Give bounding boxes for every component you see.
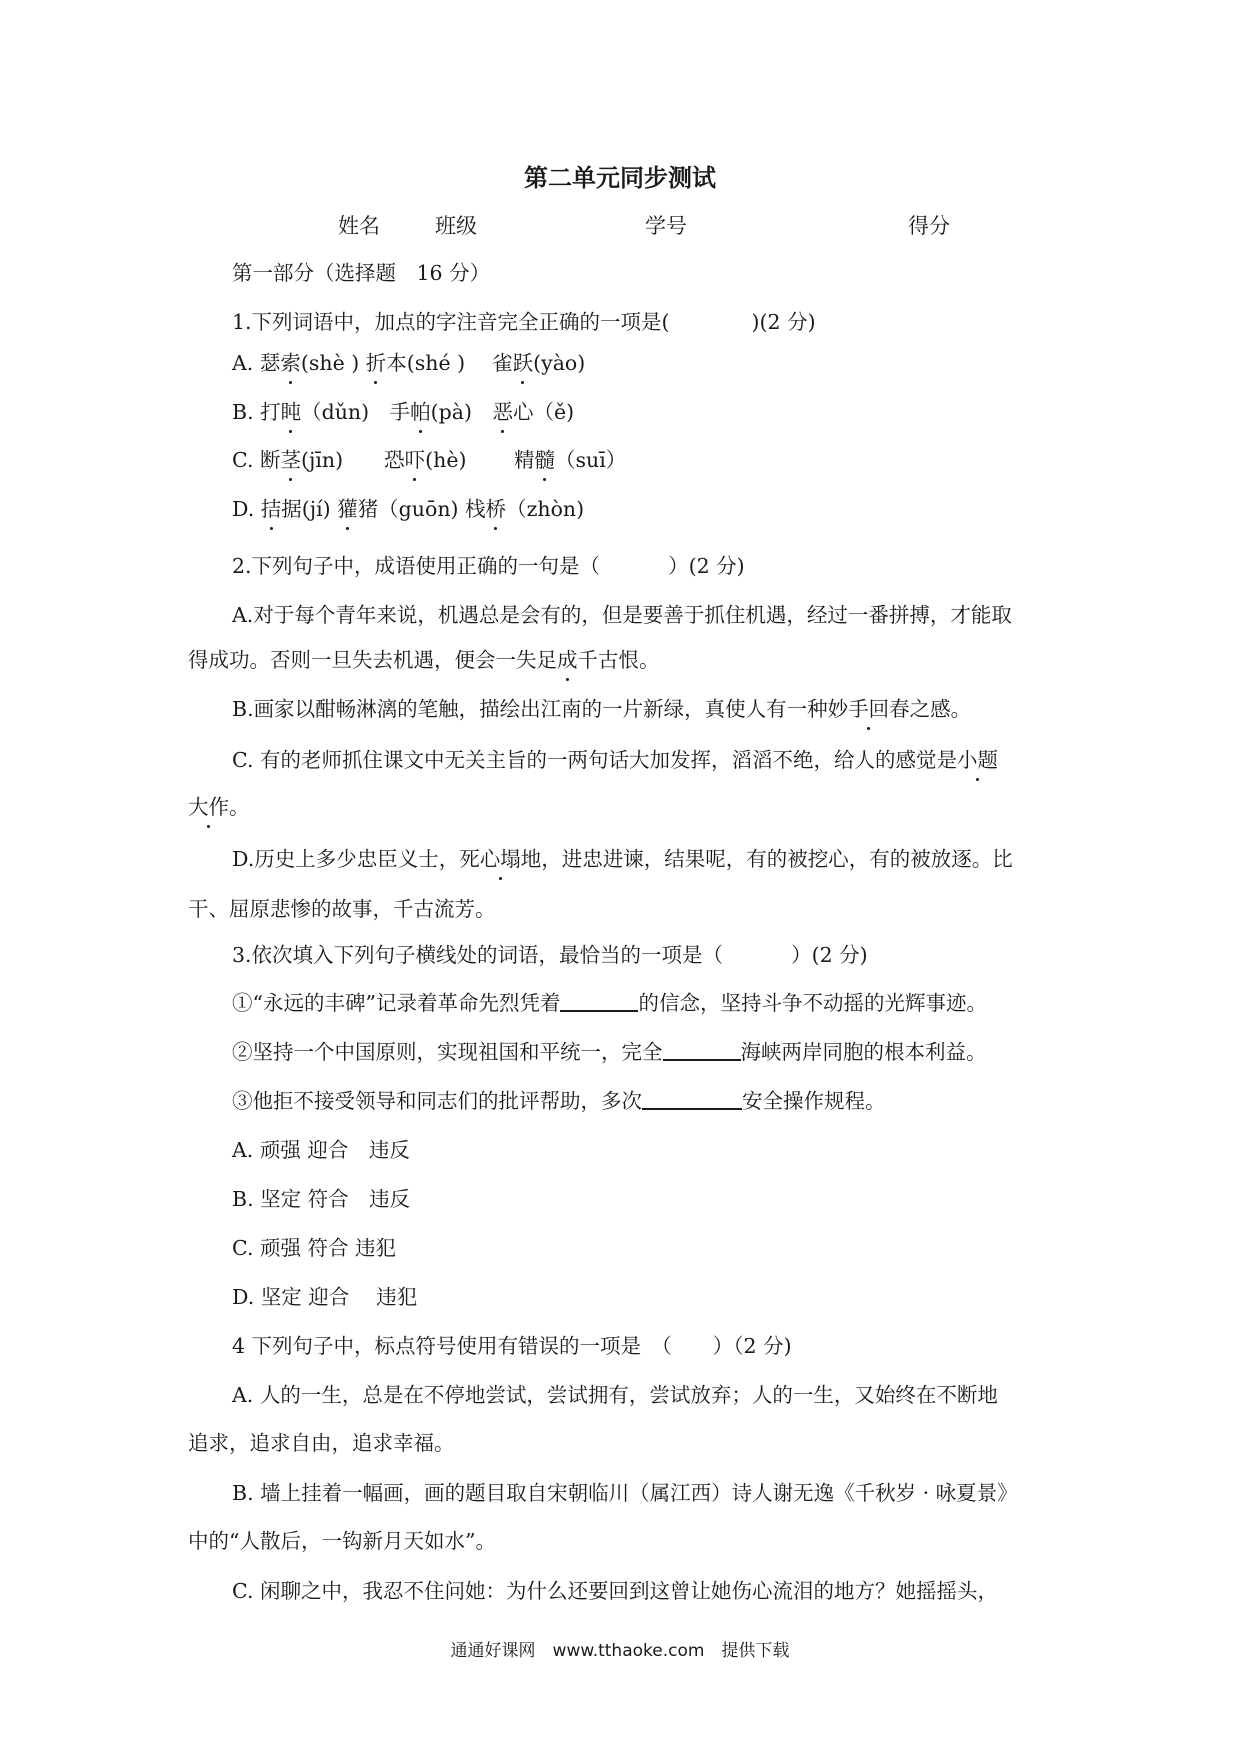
question-2-stem: 2.下列句子中，成语使用正确的一句是（ ）(2 分)	[232, 554, 745, 578]
question-3-sentence-3: ③他拒不接受领导和同志们的批评帮助，多次 安全操作规程。	[232, 1089, 886, 1113]
question-4-stem: 4 下列句子中，标点符号使用有错误的一项是 （ ）（2 分)	[232, 1334, 792, 1358]
question-2-option-d-line-2: 干、屈原悲惨的故事，千古流芳。	[188, 897, 496, 921]
question-2-option-b: B.画家以酣畅淋漓的笔触，描绘出江南的一片新绿，真使人有一种妙手回春之感。	[232, 694, 971, 724]
page-footer: 通通好课网 www.tthaoke.com 提供下载	[450, 1641, 790, 1661]
question-4-option-b-line-2: 中的“人散后，一钩新月天如水”。	[188, 1529, 496, 1553]
question-3-sentence-1: ①“永远的丰碑”记录着革命先烈凭着 的信念，坚持斗争不动摇的光辉事迹。	[232, 991, 987, 1015]
blank-2	[663, 1039, 741, 1061]
question-3-option-b: B. 坚定 符合 违反	[232, 1187, 411, 1211]
question-2-option-d-line-1: D.历史上多少忠臣义士，死心塌地，进忠进谏，结果呢，有的被挖心，有的被放逐。比	[232, 844, 1013, 874]
question-4-option-b-line-1: B. 墙上挂着一幅画，画的题目取自宋朝临川（属江西）诗人谢无逸《千秋岁 · 咏夏景》	[232, 1481, 1018, 1505]
blank-1	[560, 990, 638, 1012]
question-4-option-a-line-2: 追求，追求自由，追求幸福。	[188, 1431, 455, 1455]
question-1-stem: 1.下列词语中，加点的字注音完全正确的一项是( )(2 分)	[232, 310, 816, 334]
class-label: 班级	[435, 214, 477, 238]
student-number-label: 学号	[645, 214, 687, 238]
question-3-sentence-2: ②坚持一个中国原则，实现祖国和平统一，完全 海峡两岸同胞的根本利益。	[232, 1040, 987, 1064]
question-2-option-c-line-1: C. 有的老师抓住课文中无关主旨的一两句话大加发挥，滔滔不绝，给人的感觉是小题	[232, 745, 998, 775]
blank-3	[642, 1088, 742, 1110]
question-2-option-a-line-1: A.对于每个青年来说，机遇总是会有的，但是要善于抓住机遇，经过一番拼搏，才能取	[232, 603, 1012, 627]
question-1-option-c: C. 断茎(jīn) 恐吓(hè) 精髓（suī）	[232, 445, 626, 475]
question-4-option-c-line-1: C. 闲聊之中，我忍不住问她：为什么还要回到这曾让她伤心流泪的地方？她摇摇头，	[232, 1579, 998, 1603]
question-3-option-a: A. 顽强 迎合 违反	[232, 1138, 410, 1162]
question-3-stem: 3.依次填入下列句子横线处的词语，最恰当的一项是（ ）(2 分)	[232, 943, 868, 967]
question-4-option-a-line-1: A. 人的一生，总是在不停地尝试，尝试拥有，尝试放弃；人的一生，又始终在不断地	[232, 1383, 998, 1407]
question-3-option-d: D. 坚定 迎合 违犯	[232, 1285, 418, 1309]
section-heading: 第一部分（选择题 16 分）	[232, 261, 491, 285]
question-1-option-b: B. 打盹（dǔn) 手帕(pà) 恶心（ě)	[232, 397, 574, 427]
question-1-option-a: A. 瑟索(shè ) 折本(shé ) 雀跃(yào)	[232, 348, 585, 378]
question-1-option-d: D. 拮据(jí) 獾猪（guōn) 栈桥（zhòn)	[232, 494, 584, 524]
name-label: 姓名	[338, 214, 380, 238]
question-2-option-a-line-2: 得成功。否则一旦失去机遇，便会一失足成千古恨。	[188, 645, 660, 675]
question-2-option-c-line-2: 大作。	[188, 792, 250, 822]
score-label: 得分	[908, 214, 950, 238]
question-3-option-c: C. 顽强 符合 违犯	[232, 1236, 397, 1260]
page-title: 第二单元同步测试	[524, 164, 716, 192]
